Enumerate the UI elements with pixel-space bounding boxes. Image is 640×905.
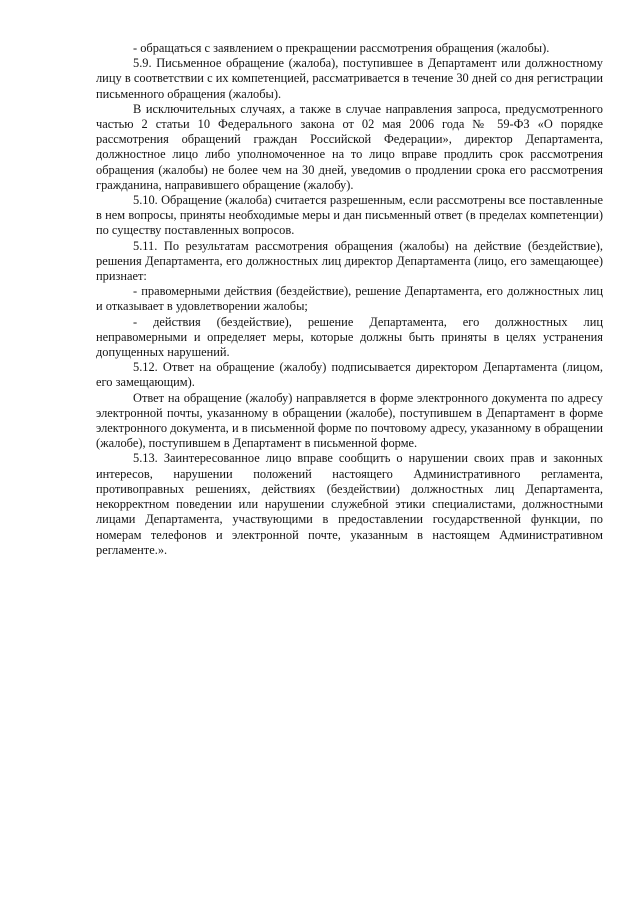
paragraph-response-delivery: Ответ на обращение (жалобу) направляется в форме электронного документа по адресу электронной почты, указанному в обращении (жалобе), поступившем в Департамент в форме электронного документа, и в письменной форме по почтовому адресу, указанному в обращении (жалобе), поступившем в Департамент в письменной форме. — [96, 390, 603, 451]
paragraph-5-11: 5.11. По результатам рассмотрения обращения (жалобы) на действие (бездействие), решения Департамента, его должностных лиц директор Департамента (лицо, его замещающее) признает: — [96, 238, 603, 284]
paragraph-lawful-actions: - правомерными действия (бездействие), решение Департамента, его должностных лиц и отказывает в удовлетворении жалобы; — [96, 284, 603, 314]
paragraph-5-10: 5.10. Обращение (жалоба) считается разрешенным, если рассмотрены все поставленные в нем вопросы, приняты необходимые меры и дан письменный ответ (в пределах компетенции) по существу поставленных вопросов. — [96, 193, 603, 238]
paragraph-exceptional-cases: В исключительных случаях, а также в случае направления запроса, предусмотренного частью 2 статьи 10 Федерального закона от 02 мая 2006 года № 59-ФЗ «О порядке рассмотрения обращений граждан Российской Федерации», директор Департамента, должностное лицо либо уполномоченное на то лицо вправе продлить срок рассмотрения обращения (жалобы) не более чем на 30 дней, уведомив о продлении срока его рассмотрения гражданина, направившего обращение (жалобу). — [96, 101, 603, 192]
paragraph-5-9: 5.9. Письменное обращение (жалоба), поступившее в Департамент или должностному лицу в соответствии с их компетенцией, рассматривается в течение 30 дней со дня регистрации письменного обращения (жалобы). — [96, 56, 603, 101]
paragraph-5-13: 5.13. Заинтересованное лицо вправе сообщить о нарушении своих прав и законных интересов, нарушении положений настоящего Административного регламента, противоправных решениях, действиях (бездействии) должностных лиц Департамента, некорректном поведении или нарушении служебной этики специалистами, должностными лицами Департамента, участвующими в предоставлении государственной функции, по номерам телефонов и электронной почте, указанным в настоящем Административном регламенте.». — [96, 451, 603, 557]
paragraph-unlawful-actions: - действия (бездействие), решение Департамента, его должностных лиц неправомерными и определяет меры, которые должны быть приняты в целях устранения допущенных нарушений. — [96, 314, 603, 360]
paragraph-continuation: - обращаться с заявлением о прекращении рассмотрения обращения (жалобы). — [133, 41, 550, 55]
document-body — [96, 41, 603, 558]
paragraph-5-12: 5.12. Ответ на обращение (жалобу) подписывается директором Департамента (лицом, его замещающим). — [96, 360, 603, 390]
